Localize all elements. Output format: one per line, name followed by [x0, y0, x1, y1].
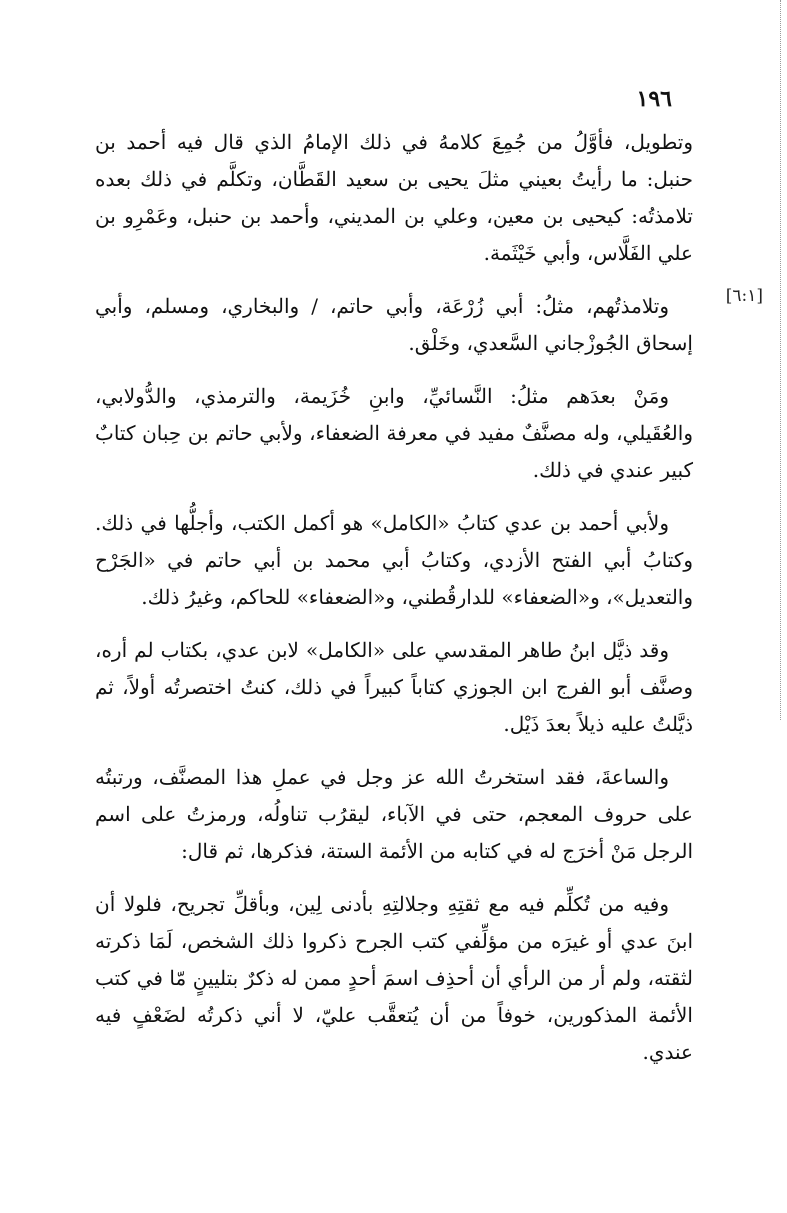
page-number: ١٩٦ [636, 86, 672, 112]
paragraph: والساعةَ، فقد استخرتُ الله عز وجل في عملِ هذا المصنَّف، ورتبتُه على حروف المعجم، حتى في الآباء، ليقرُب تناولُه، ورمزتُ على اسم الرجل مَنْ أخرَج له في كتابه من الأئمة الستة، فذكرها، ثم قال: [95, 765, 693, 863]
paragraph: وتطويل، فأوَّلُ من جُمِعَ كلامهُ في ذلك الإمامُ الذي قال فيه أحمد بن حنبل: ما رأيتُ بعيني مثلَ يحيى بن سعيد القَطَّان، وتكلَّم في ذلك بعده تلامذتُه: كيحيى بن معين، وعلي بن المديني، وأحمد بن حنبل، وعَمْرِو بن علي الفَلَّاس، وأبي خَيْثَمة. [95, 130, 693, 265]
body-text [95, 124, 693, 1087]
page-edge-divider [780, 0, 782, 720]
paragraph: ولأبي أحمد بن عدي كتابُ «الكامل» هو أكمل الكتب، وأجلُّها في ذلك. وكتابُ أبي الفتح الأزدي، وكتابُ أبي محمد بن أبي حاتم في «الجَرْح والتعديل»، و«الضعفاء» للدارقُطني، و«الضعفاء» للحاكم، وغيرُ ذلك. [95, 511, 693, 609]
paragraph: وتلامذتُهم، مثلُ: أبي زُرْعَة، وأبي حاتم، / والبخاري، ومسلم، وأبي إسحاق الجُوزْجاني السَّعدي، وخَلْق. [95, 294, 693, 355]
margin-reference: [٦:١] [725, 286, 763, 306]
paragraph: وقد ذيَّل ابنُ طاهر المقدسي على «الكامل» لابن عدي، بكتاب لم أره، وصنَّف أبو الفرج ابن الجوزي كتاباً كبيراً في ذلك، كنتُ اختصرتُه أولاً، ثم ذيَّلتُ عليه ذيلاً بعدَ ذَيْل. [95, 638, 693, 736]
paragraph: وفيه من تُكلِّم فيه مع ثقتِهِ وجلالتِهِ بأدنى لِين، وبأقلِّ تجريح، فلولا أن ابنَ عدي أو غيرَه من مؤلِّفي كتب الجرح ذكروا ذلك الشخص، لَمَا ذكرته لثقته، ولم أر من الرأي أن أحذِف اسمَ أحدٍ ممن له ذكرٌ بتليينٍ مّا في كتب الأئمة المذكورين، خوفاً من أن يُتعقَّب عليّ، لا أني ذكرتُه لضَعْفٍ فيه عندي. [95, 892, 693, 1064]
paragraph: ومَنْ بعدَهم مثلُ: النَّسائيِّ، وابنِ خُزَيمة، والترمذي، والدُّولابي، والعُقَيلي، وله مصنَّفٌ مفيد في معرفة الضعفاء، ولأبي حاتم بن حِبان كتابٌ كبير عندي في ذلك. [95, 384, 693, 482]
